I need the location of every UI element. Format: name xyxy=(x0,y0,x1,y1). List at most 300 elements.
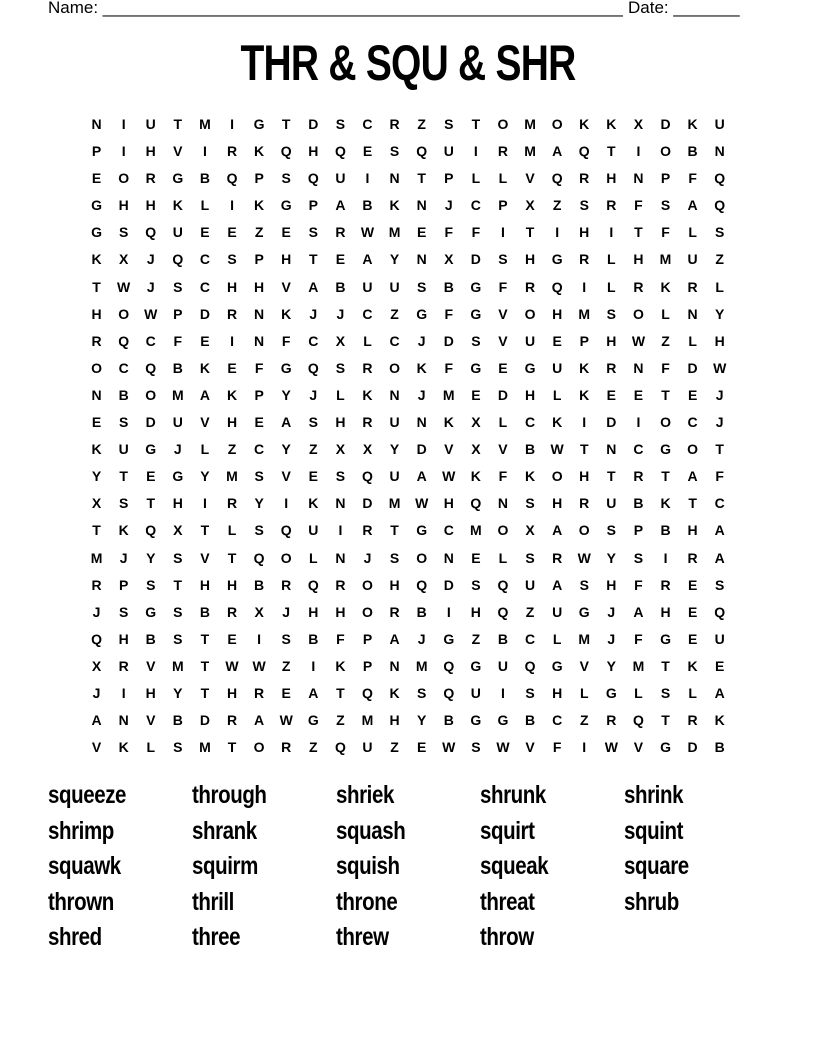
grid-letter[interactable]: Q xyxy=(172,251,184,268)
grid-letter[interactable]: R xyxy=(281,739,292,756)
grid-letter[interactable]: Q xyxy=(91,630,102,647)
grid-letter[interactable]: O xyxy=(118,305,130,322)
grid-letter[interactable]: V xyxy=(444,441,454,458)
grid-letter[interactable]: L xyxy=(607,251,616,268)
grid-letter[interactable]: V xyxy=(91,739,102,756)
grid-letter[interactable]: S xyxy=(471,332,481,349)
grid-letter[interactable]: S xyxy=(633,549,644,566)
grid-letter[interactable]: R xyxy=(91,576,102,593)
grid-letter[interactable]: W xyxy=(550,441,564,458)
grid-letter[interactable]: P xyxy=(254,386,264,403)
grid-letter[interactable]: D xyxy=(606,414,617,431)
grid-letter[interactable]: P xyxy=(254,170,264,187)
grid-letter[interactable]: Q xyxy=(253,549,265,566)
grid-letter[interactable]: H xyxy=(714,332,725,349)
grid-letter[interactable]: G xyxy=(172,468,184,485)
grid-letter[interactable]: L xyxy=(552,630,562,647)
grid-letter[interactable]: N xyxy=(91,386,102,403)
grid-letter[interactable]: V xyxy=(146,712,156,729)
grid-letter[interactable]: I xyxy=(473,143,478,160)
grid-letter[interactable]: H xyxy=(633,251,644,268)
grid-letter[interactable]: L xyxy=(579,684,589,701)
grid-letter[interactable]: Z xyxy=(471,630,481,647)
grid-letter[interactable]: U xyxy=(389,414,400,431)
grid-letter[interactable]: I xyxy=(609,224,614,241)
grid-letter[interactable]: Z xyxy=(390,739,399,756)
grid-letter[interactable]: S xyxy=(173,603,183,620)
grid-letter[interactable]: K xyxy=(362,386,373,403)
grid-letter[interactable]: S xyxy=(118,495,129,512)
grid-letter[interactable]: V xyxy=(525,170,535,187)
grid-letter[interactable]: H xyxy=(308,143,319,160)
grid-letter[interactable]: H xyxy=(118,197,129,214)
grid-letter[interactable]: O xyxy=(389,359,401,376)
grid-letter[interactable]: I xyxy=(230,116,234,132)
grid-letter[interactable]: L xyxy=(471,170,481,187)
grid-letter[interactable]: O xyxy=(497,522,509,539)
grid-letter[interactable]: H xyxy=(579,224,590,241)
grid-letter[interactable]: I xyxy=(121,143,126,160)
grid-letter[interactable]: B xyxy=(308,630,319,647)
grid-letter[interactable]: A xyxy=(552,143,563,160)
grid-letter[interactable]: S xyxy=(173,278,183,295)
grid-letter[interactable]: M xyxy=(524,116,536,132)
grid-letter[interactable]: K xyxy=(389,684,400,701)
grid-letter[interactable]: J xyxy=(173,441,182,458)
grid-letter[interactable]: G xyxy=(280,197,292,214)
grid-letter[interactable]: Q xyxy=(443,684,455,701)
grid-letter[interactable]: Z xyxy=(390,305,399,322)
grid-letter[interactable]: N xyxy=(389,170,400,187)
grid-letter[interactable]: Z xyxy=(552,197,562,214)
grid-letter[interactable]: R xyxy=(660,576,671,593)
grid-letter[interactable]: G xyxy=(416,522,428,539)
grid-letter[interactable]: M xyxy=(442,386,455,403)
grid-letter[interactable]: K xyxy=(524,468,536,485)
grid-letter[interactable]: E xyxy=(227,224,237,241)
grid-letter[interactable]: I xyxy=(555,224,560,241)
grid-letter[interactable]: M xyxy=(226,468,238,485)
grid-letter[interactable]: R xyxy=(226,603,238,620)
grid-letter[interactable]: I xyxy=(202,495,207,512)
grid-letter[interactable]: V xyxy=(498,441,508,458)
grid-letter[interactable]: G xyxy=(416,305,428,322)
grid-letter[interactable]: N xyxy=(443,549,454,566)
grid-letter[interactable]: S xyxy=(118,414,129,431)
grid-letter[interactable]: T xyxy=(471,116,481,132)
grid-letter[interactable]: T xyxy=(715,441,724,458)
grid-letter[interactable]: S xyxy=(389,549,400,566)
grid-letter[interactable]: L xyxy=(498,549,508,566)
grid-letter[interactable]: J xyxy=(417,332,426,349)
grid-letter[interactable]: C xyxy=(687,414,698,431)
grid-letter[interactable]: B xyxy=(524,712,536,729)
grid-letter[interactable]: I xyxy=(501,684,505,701)
grid-letter[interactable]: J xyxy=(336,305,345,322)
grid-letter[interactable]: L xyxy=(227,522,237,539)
grid-letter[interactable]: G xyxy=(470,712,482,729)
grid-letter[interactable]: T xyxy=(92,522,101,539)
grid-letter[interactable]: A xyxy=(308,278,319,295)
grid-letter[interactable]: H xyxy=(552,684,563,701)
grid-letter[interactable]: A xyxy=(416,468,427,485)
grid-letter[interactable]: M xyxy=(171,657,184,674)
grid-letter[interactable]: B xyxy=(335,278,346,295)
grid-letter[interactable]: Q xyxy=(632,712,644,729)
grid-letter[interactable]: E xyxy=(687,603,698,620)
grid-letter[interactable]: L xyxy=(552,386,562,403)
grid-letter[interactable]: S xyxy=(281,170,291,187)
grid-letter[interactable]: F xyxy=(634,576,643,593)
grid-letter[interactable]: E xyxy=(227,630,237,647)
grid-letter[interactable]: L xyxy=(688,224,697,241)
grid-letter[interactable]: S xyxy=(715,224,725,241)
grid-letter[interactable]: Z xyxy=(254,224,264,241)
grid-letter[interactable]: N xyxy=(389,657,400,674)
grid-letter[interactable]: S xyxy=(579,197,589,214)
grid-letter[interactable]: O xyxy=(660,414,671,431)
grid-letter[interactable]: S xyxy=(579,576,589,593)
grid-letter[interactable]: B xyxy=(416,603,427,620)
grid-letter[interactable]: C xyxy=(362,116,373,132)
grid-letter[interactable]: K xyxy=(118,739,129,756)
grid-letter[interactable]: V xyxy=(579,657,589,674)
grid-letter[interactable]: G xyxy=(443,630,455,647)
grid-letter[interactable]: F xyxy=(498,468,508,485)
grid-letter[interactable]: S xyxy=(118,603,129,620)
grid-letter[interactable]: L xyxy=(498,170,508,187)
grid-letter[interactable]: Y xyxy=(200,468,210,485)
grid-letter[interactable]: Q xyxy=(443,657,455,674)
grid-letter[interactable]: B xyxy=(443,712,454,729)
grid-letter[interactable]: L xyxy=(309,549,318,566)
grid-letter[interactable]: T xyxy=(661,712,670,729)
grid-letter[interactable]: T xyxy=(92,278,101,295)
grid-letter[interactable]: E xyxy=(715,657,725,674)
grid-letter[interactable]: E xyxy=(335,251,346,268)
grid-letter[interactable]: K xyxy=(199,359,210,376)
grid-letter[interactable]: H xyxy=(389,712,400,729)
grid-letter[interactable]: Q xyxy=(307,170,319,187)
grid-letter[interactable]: K xyxy=(254,197,265,214)
grid-letter[interactable]: H xyxy=(552,305,563,322)
grid-letter[interactable]: Q xyxy=(714,197,726,214)
grid-letter[interactable]: I xyxy=(121,116,126,132)
grid-letter[interactable]: Z xyxy=(417,116,426,132)
grid-letter[interactable]: Q xyxy=(362,684,373,701)
grid-letter[interactable]: V xyxy=(281,468,291,485)
grid-letter[interactable]: U xyxy=(552,359,563,376)
grid-letter[interactable]: X xyxy=(633,116,644,132)
grid-letter[interactable]: T xyxy=(417,170,426,187)
grid-letter[interactable]: L xyxy=(200,441,210,458)
grid-letter[interactable]: T xyxy=(607,468,616,485)
grid-letter[interactable]: I xyxy=(121,684,126,701)
grid-letter[interactable]: R xyxy=(335,576,346,593)
grid-letter[interactable]: P xyxy=(660,170,671,187)
grid-letter[interactable]: E xyxy=(417,224,427,241)
grid-letter[interactable]: S xyxy=(227,251,237,268)
grid-letter[interactable]: W xyxy=(415,495,429,512)
grid-letter[interactable]: R xyxy=(362,522,373,539)
grid-letter[interactable]: T xyxy=(525,224,535,241)
grid-letter[interactable]: A xyxy=(687,197,698,214)
grid-letter[interactable]: K xyxy=(687,116,698,132)
grid-letter[interactable]: E xyxy=(91,170,102,187)
grid-letter[interactable]: X xyxy=(444,251,454,268)
grid-letter[interactable]: T xyxy=(200,684,210,701)
grid-letter[interactable]: Q xyxy=(118,332,130,349)
grid-letter[interactable]: R xyxy=(281,576,292,593)
grid-letter[interactable]: E xyxy=(552,332,562,349)
grid-letter[interactable]: R xyxy=(362,359,373,376)
grid-letter[interactable]: D xyxy=(660,116,671,132)
grid-letter[interactable]: C xyxy=(470,197,481,214)
grid-letter[interactable]: N xyxy=(497,495,509,512)
grid-letter[interactable]: T xyxy=(227,739,237,756)
grid-letter[interactable]: Q xyxy=(551,278,563,295)
grid-letter[interactable]: Z xyxy=(227,441,237,458)
grid-letter[interactable]: R xyxy=(687,712,698,729)
grid-letter[interactable]: R xyxy=(633,468,644,485)
grid-letter[interactable]: S xyxy=(308,224,318,241)
grid-letter[interactable]: N xyxy=(389,386,400,403)
grid-letter[interactable]: I xyxy=(230,197,234,214)
grid-letter[interactable]: A xyxy=(335,197,346,214)
grid-letter[interactable]: H xyxy=(145,197,156,214)
grid-letter[interactable]: F xyxy=(173,332,183,349)
grid-letter[interactable]: Y xyxy=(606,549,616,566)
grid-letter[interactable]: H xyxy=(308,603,319,620)
grid-letter[interactable]: M xyxy=(361,712,374,729)
grid-letter[interactable]: R xyxy=(687,278,698,295)
grid-letter[interactable]: Q xyxy=(362,468,373,485)
grid-letter[interactable]: Q xyxy=(280,143,292,160)
grid-letter[interactable]: Z xyxy=(715,251,724,268)
grid-letter[interactable]: W xyxy=(252,657,266,674)
grid-letter[interactable]: U xyxy=(443,143,454,160)
grid-letter[interactable]: H xyxy=(91,305,102,322)
grid-letter[interactable]: J xyxy=(146,278,155,295)
grid-letter[interactable]: F xyxy=(471,224,481,241)
grid-letter[interactable]: R xyxy=(579,170,590,187)
grid-letter[interactable]: G xyxy=(172,170,184,187)
grid-letter[interactable]: S xyxy=(471,739,481,756)
grid-letter[interactable]: A xyxy=(362,251,373,268)
grid-letter[interactable]: S xyxy=(335,468,346,485)
grid-letter[interactable]: D xyxy=(443,332,454,349)
grid-letter[interactable]: C xyxy=(308,332,319,349)
grid-letter[interactable]: K xyxy=(308,495,319,512)
grid-letter[interactable]: B xyxy=(172,712,183,729)
grid-letter[interactable]: P xyxy=(444,170,454,187)
grid-letter[interactable]: J xyxy=(607,603,616,620)
grid-letter[interactable]: C xyxy=(254,441,265,458)
grid-letter[interactable]: S xyxy=(335,116,346,132)
grid-letter[interactable]: W xyxy=(631,332,646,349)
grid-letter[interactable]: T xyxy=(173,116,183,132)
grid-letter[interactable]: Z xyxy=(579,712,589,729)
grid-letter[interactable]: H xyxy=(524,386,536,403)
grid-letter[interactable]: Q xyxy=(714,603,726,620)
grid-letter[interactable]: K xyxy=(91,441,102,458)
grid-letter[interactable]: Q xyxy=(497,603,509,620)
grid-letter[interactable]: O xyxy=(551,468,563,485)
grid-letter[interactable]: N xyxy=(416,197,427,214)
grid-letter[interactable]: F xyxy=(444,224,454,241)
grid-letter[interactable]: J xyxy=(309,305,318,322)
grid-letter[interactable]: G xyxy=(145,603,157,620)
grid-letter[interactable]: H xyxy=(118,630,129,647)
grid-letter[interactable]: C xyxy=(199,278,210,295)
grid-letter[interactable]: B xyxy=(199,170,210,187)
grid-letter[interactable]: R xyxy=(335,224,346,241)
grid-letter[interactable]: Y xyxy=(715,305,725,322)
grid-letter[interactable]: D xyxy=(687,739,698,756)
grid-letter[interactable]: U xyxy=(335,170,346,187)
grid-letter[interactable]: M xyxy=(199,116,211,132)
grid-letter[interactable]: U xyxy=(362,739,373,756)
grid-letter[interactable]: W xyxy=(442,739,456,756)
grid-letter[interactable]: Z xyxy=(309,739,318,756)
grid-letter[interactable]: I xyxy=(582,414,587,431)
grid-letter[interactable]: D xyxy=(416,441,427,458)
grid-letter[interactable]: G xyxy=(660,630,671,647)
grid-letter[interactable]: X xyxy=(525,522,535,539)
grid-letter[interactable]: F xyxy=(336,630,345,647)
grid-letter[interactable]: H xyxy=(145,143,156,160)
grid-letter[interactable]: S xyxy=(525,495,535,512)
grid-letter[interactable]: K xyxy=(416,359,427,376)
grid-letter[interactable]: Z xyxy=(309,441,318,458)
grid-letter[interactable]: R xyxy=(226,143,238,160)
grid-letter[interactable]: H xyxy=(660,603,671,620)
grid-letter[interactable]: Q xyxy=(714,170,726,187)
grid-letter[interactable]: E xyxy=(498,359,508,376)
grid-letter[interactable]: P xyxy=(173,305,183,322)
grid-letter[interactable]: J xyxy=(417,630,426,647)
grid-letter[interactable]: X xyxy=(362,441,373,458)
grid-letter[interactable]: A xyxy=(633,603,644,620)
grid-letter[interactable]: G xyxy=(470,305,482,322)
grid-letter[interactable]: K xyxy=(470,468,481,485)
grid-letter[interactable]: G xyxy=(660,441,671,458)
grid-letter[interactable]: S xyxy=(173,739,183,756)
grid-letter[interactable]: L xyxy=(498,414,508,431)
grid-letter[interactable]: T xyxy=(173,576,183,593)
grid-letter[interactable]: O xyxy=(91,359,102,376)
grid-letter[interactable]: K xyxy=(389,197,400,214)
grid-letter[interactable]: V xyxy=(146,657,156,674)
grid-letter[interactable]: W xyxy=(144,305,158,322)
grid-letter[interactable]: U xyxy=(524,576,536,593)
grid-letter[interactable]: H xyxy=(254,278,265,295)
grid-letter[interactable]: S xyxy=(173,549,183,566)
grid-letter[interactable]: C xyxy=(118,359,129,376)
grid-letter[interactable]: C xyxy=(633,441,644,458)
grid-letter[interactable]: P xyxy=(362,630,373,647)
grid-letter[interactable]: O xyxy=(497,116,509,132)
grid-letter[interactable]: K xyxy=(660,278,671,295)
grid-letter[interactable]: D xyxy=(362,495,373,512)
grid-letter[interactable]: Y xyxy=(281,441,291,458)
grid-letter[interactable]: W xyxy=(577,549,591,566)
grid-letter[interactable]: L xyxy=(688,684,697,701)
grid-letter[interactable]: V xyxy=(281,278,291,295)
grid-letter[interactable]: Y xyxy=(606,657,616,674)
grid-letter[interactable]: H xyxy=(226,576,238,593)
grid-letter[interactable]: B xyxy=(660,522,671,539)
grid-letter[interactable]: T xyxy=(634,224,643,241)
grid-letter[interactable]: Y xyxy=(146,549,156,566)
grid-letter[interactable]: A xyxy=(389,630,400,647)
grid-letter[interactable]: M xyxy=(632,657,645,674)
grid-letter[interactable]: R xyxy=(606,197,617,214)
grid-letter[interactable]: G xyxy=(551,657,563,674)
grid-letter[interactable]: G xyxy=(307,712,319,729)
grid-letter[interactable]: O xyxy=(253,739,265,756)
grid-letter[interactable]: I xyxy=(501,224,505,241)
grid-letter[interactable]: E xyxy=(308,468,318,485)
grid-letter[interactable]: H xyxy=(389,576,400,593)
grid-letter[interactable]: O xyxy=(362,603,373,620)
grid-letter[interactable]: B xyxy=(118,386,129,403)
grid-letter[interactable]: W xyxy=(496,739,510,756)
grid-letter[interactable]: I xyxy=(446,603,451,620)
grid-letter[interactable]: D xyxy=(687,359,698,376)
grid-letter[interactable]: E xyxy=(606,386,616,403)
grid-letter[interactable]: P xyxy=(308,197,318,214)
grid-letter[interactable]: N xyxy=(633,359,644,376)
grid-letter[interactable]: P xyxy=(633,522,644,539)
grid-letter[interactable]: S xyxy=(254,468,264,485)
grid-letter[interactable]: U xyxy=(687,251,698,268)
grid-letter[interactable]: S xyxy=(606,522,616,539)
grid-letter[interactable]: E xyxy=(281,684,291,701)
grid-letter[interactable]: G xyxy=(280,359,292,376)
grid-letter[interactable]: O xyxy=(416,549,428,566)
grid-letter[interactable]: H xyxy=(145,684,156,701)
grid-letter[interactable]: K xyxy=(606,116,617,132)
grid-letter[interactable]: P xyxy=(254,251,264,268)
grid-letter[interactable]: F xyxy=(634,630,643,647)
grid-letter[interactable]: R xyxy=(633,278,644,295)
grid-letter[interactable]: M xyxy=(524,143,536,160)
grid-letter[interactable]: R xyxy=(687,549,698,566)
grid-letter[interactable]: N xyxy=(687,305,698,322)
grid-letter[interactable]: F xyxy=(688,170,697,187)
grid-letter[interactable]: X xyxy=(335,441,346,458)
grid-letter[interactable]: T xyxy=(200,630,210,647)
grid-letter[interactable]: V xyxy=(525,739,535,756)
grid-letter[interactable]: L xyxy=(146,739,156,756)
grid-letter[interactable]: V xyxy=(200,549,210,566)
grid-letter[interactable]: O xyxy=(280,549,292,566)
grid-letter[interactable]: K xyxy=(660,495,671,512)
grid-letter[interactable]: K xyxy=(579,359,590,376)
grid-letter[interactable]: W xyxy=(713,359,727,376)
grid-letter[interactable]: T xyxy=(281,116,291,132)
grid-letter[interactable]: N xyxy=(606,441,617,458)
grid-letter[interactable]: U xyxy=(172,224,183,241)
grid-letter[interactable]: H xyxy=(552,495,563,512)
grid-letter[interactable]: N xyxy=(118,712,129,729)
grid-letter[interactable]: P xyxy=(118,576,129,593)
grid-letter[interactable]: J xyxy=(282,603,291,620)
grid-letter[interactable]: F xyxy=(444,359,454,376)
grid-letter[interactable]: R xyxy=(362,414,373,431)
grid-letter[interactable]: X xyxy=(118,251,129,268)
